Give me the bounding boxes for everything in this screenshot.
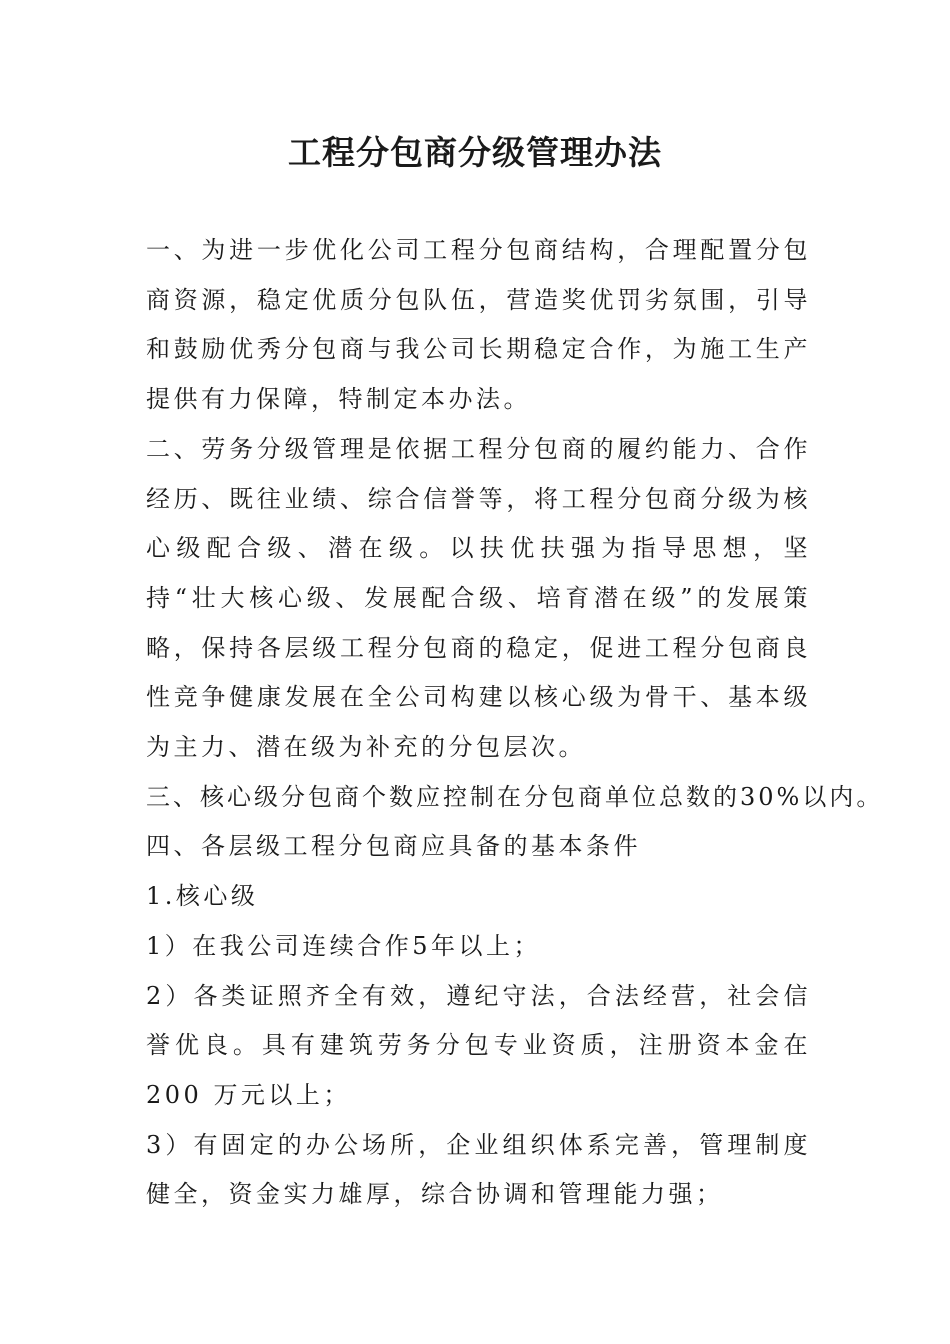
document-body bbox=[146, 226, 884, 1220]
paragraph-conditions-heading: 四、各层级工程分包商应具备的基本条件 bbox=[146, 832, 641, 861]
paragraph-condition-2: 2）各类证照齐全有效，遵纪守法，合法经营，社会信誉优良。具有建筑劳务分包专业资质，注册资本金在 200 万元以上； bbox=[146, 981, 811, 1109]
paragraph-condition-3: 3）有固定的办公场所，企业组织体系完善，管理制度健全，资金实力雄厚，综合协调和管理能力强； bbox=[146, 1130, 811, 1209]
paragraph-condition-1: 1）在我公司连续合作5年以上； bbox=[146, 931, 542, 960]
paragraph-core-limit: 三、核心级分包商个数应控制在分包商单位总数的30%以内。 bbox=[146, 782, 884, 811]
paragraph-core-level: 1.核心级 bbox=[146, 882, 259, 911]
paragraph-grading: 二、劳务分级管理是依据工程分包商的履约能力、合作经历、既往业绩、综合信誉等，将工程分包商分级为核心级配合级、潜在级。以扶优扶强为指导思想，坚持“壮大核心级、发展配合级、培育潜在级”的发展策略，保持各层级工程分包商的稳定，促进工程分包商良性竞争健康发展在全公司构建以核心级为骨干、基本级为主力、潜在级为补充的分包层次。 bbox=[146, 434, 811, 762]
paragraph-purpose: 一、为进一步优化公司工程分包商结构，合理配置分包商资源，稳定优质分包队伍，营造奖优罚劣氛围，引导和鼓励优秀分包商与我公司长期稳定合作，为施工生产提供有力保障，特制定本办法。 bbox=[146, 236, 811, 414]
document-title: 工程分包商分级管理办法 bbox=[288, 133, 662, 172]
